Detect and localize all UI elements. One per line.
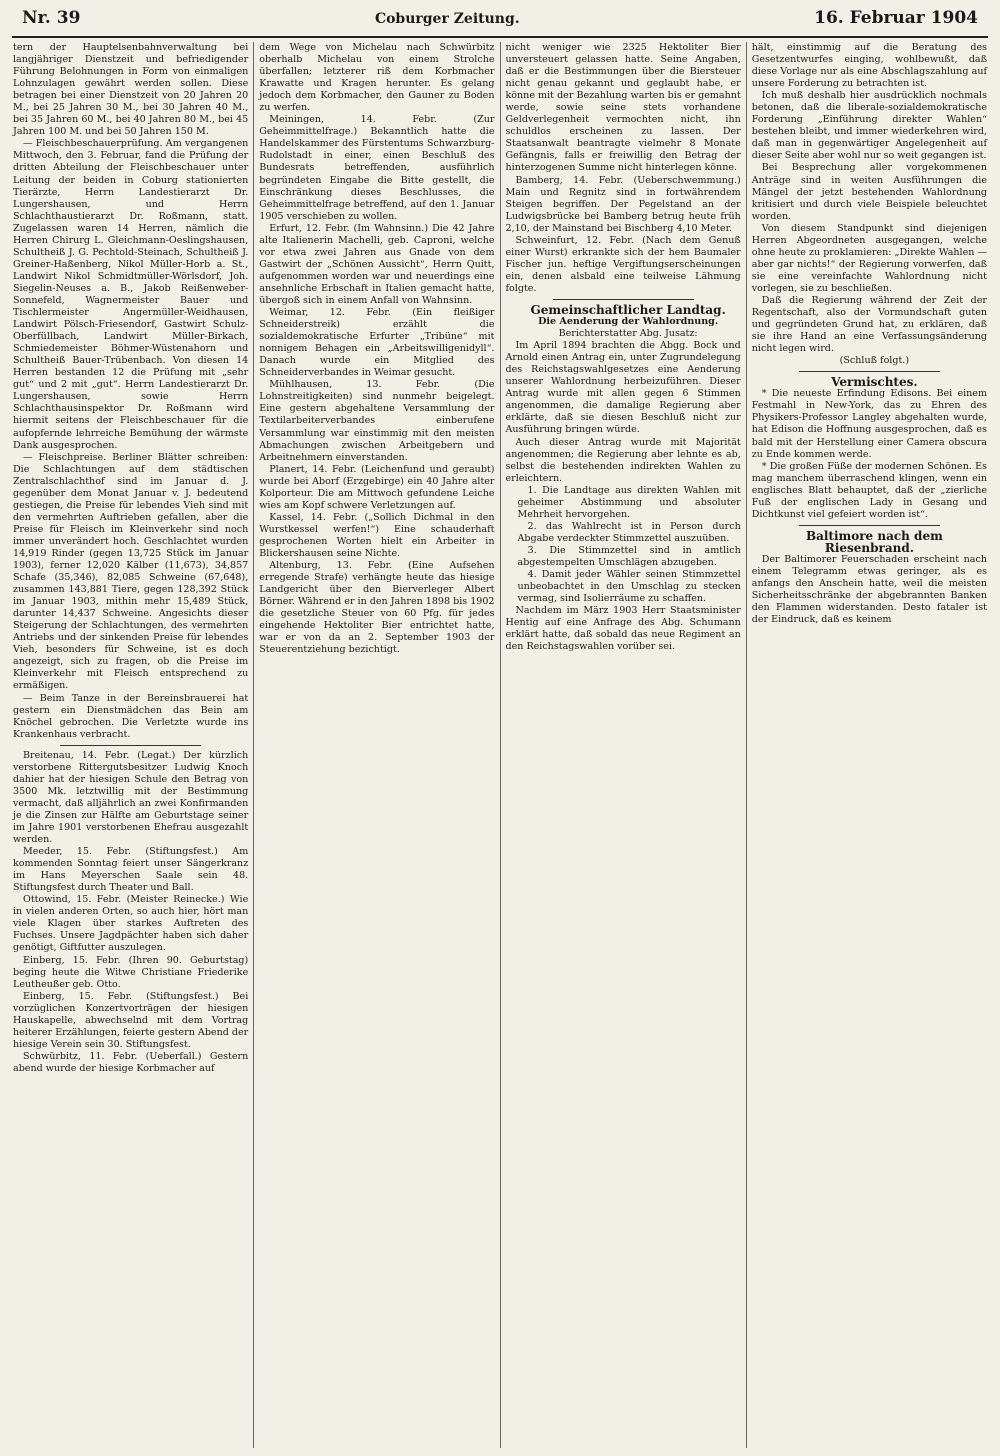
article-paragraph: Altenburg, 13. Febr. (Eine Aufsehen erregende Strafe) verhängte heute das hiesige Landgericht über den Bierverleger Albert Börner. Während er in den Jahren 1898 bis 1902 die gesetzliche Steuer von 60 Pfg. für jedes eingehende Hektoliter Bier entrichtet hatte, war er von da an 2. September 1903 der Steuerentziehung bezichtigt. xyxy=(259,560,495,656)
issue-date: 16. Februar 1904 xyxy=(814,8,978,28)
text-columns xyxy=(8,42,992,1448)
header-rule xyxy=(12,36,988,38)
article-paragraph: Ich muß deshalb hier ausdrücklich nochmals betonen, daß die liberale-sozialdemokratische Forderung „Einführung direkter Wahlen“ bestehen bleibt, und immer wiederkehren wird, daß man in gegenwärtiger Angelegenheit auf dieser Seite aber wohl nur so weit gegangen ist. xyxy=(751,90,987,162)
article-paragraph: Ottowind, 15. Febr. (Meister Reinecke.) Wie in vielen anderen Orten, so auch hier, hört man viele Klagen über starkes Auftreten des Fuchses. Unsere Jagdpächter haben sich daher genötigt, Giftfutter auszulegen. xyxy=(13,894,249,954)
article-paragraph: nicht weniger wie 2325 Hektoliter Bier unversteuert gelassen hatte. Seine Angaben, daß er die Bestimmungen über die Biersteuer nicht genau gekannt und geglaubt habe, er könne mit der Bezahlung warten bis er gemahnt werde, sowie seine stets vorhandene Geldverlegenheit vermochten nicht, ihn schuldlos erscheinen zu lassen. Der Staatsanwalt beantragte vielmehr 8 Monate Gefängnis, falls er freiwillig den Betrag der hinterzogenen Summe nicht hinterlegen könne. xyxy=(505,42,741,174)
separator-rule xyxy=(553,299,694,300)
section-heading-vermischtes: Vermischtes. xyxy=(831,375,918,390)
list-item: 2. das Wahlrecht ist in Person durch Abgabe verdeckter Stimmzettel auszuüben. xyxy=(517,520,741,544)
section-heading-landtag: Gemeinschaftlicher Landtag. xyxy=(530,302,726,317)
list-item: 3. Die Stimmzettel sind in amtlich abgestempelten Umschlägen abzugeben. xyxy=(517,544,741,568)
article-paragraph: Von diesem Standpunkt sind diejenigen Herren Abgeordneten ausgegangen, welche ohne heute zu proklamieren: „Direkte Wahlen — aber gar nichts!“ der Regierung vorwerfen, daß sie eine vereinfachte Wahlordnung nicht vorlegen, sie zu beschließen. xyxy=(751,222,987,294)
article-paragraph: Bamberg, 14. Febr. (Ueberschwemmung.) Main und Regnitz sind in fortwährendem Steigen begriffen. Der Pegelstand an der Ludwigsbrücke bei Bamberg betrug heute früh 2,10, der Mainstand bei Bischberg 4,10 Meter. xyxy=(505,174,741,234)
article-paragraph: Nachdem im März 1903 Herr Staatsminister Hentig auf eine Anfrage des Abg. Schumann erklärt hatte, daß sobald das neue Regiment an den Reichstagswahlen vorüber sei. xyxy=(505,605,741,653)
article-paragraph: Einberg, 15. Febr. (Ihren 90. Geburtstag) beging heute die Witwe Christiane Friederike Leutheußer geb. Otto. xyxy=(13,954,249,990)
article-paragraph: — Fleischbeschauerprüfung. Am vergangenen Mittwoch, den 3. Februar, fand die Prüfung der dritten Abteilung der Fleischbeschauer unter Leitung der beiden in Coburg stationierten Tierärzte, Herrn Landestierarzt Dr. Lungershausen, und Herrn Schlachthaustierarzt Dr. Roßmann, statt. Zugelassen waren 14 Herren, nämlich die Herren Chirurg L. Gleichmann-Oeslingshausen, Schultheiß J. G. Pechtold-Steinach, Schultheiß J. Greiner-Haßenberg, Nikol Müller-Horb a. St., Landwirt Nikol Schmidtmüller-Wörlsdorf, Joh. Siegelin-Neuses a. B., Jakob Reißenweber-Sonnefeld, Wagnermeister Bauer und Tischlermeister Angermüller-Weidhausen, Landwirt Pölsch-Friesendorf, Gastwirt Schulz-Oberfüllbach, Landwirt Müller-Birkach, Schmiedemeister Böhmer-Wüstenahorn und Schultheiß Bauer-Trübenbach. Von diesen 14 Herren bestanden 12 die Prüfung mit „sehr gut“ und 2 mit „gut“. Herrn Landestierarzt Dr. Lungershausen, sowie Herrn Schlachthausinspektor Dr. Roßmann wird hiermit seitens der Fleischbeschauer für die aufopfernde lehrreiche Bemühung der wärmste Dank ausgesprochen. xyxy=(13,138,249,451)
article-paragraph: Schwürbitz, 11. Febr. (Ueberfall.) Gestern abend wurde der hiesige Korbmacher auf xyxy=(13,1050,249,1074)
article-paragraph: Auch dieser Antrag wurde mit Majorität angenommen; die Regierung aber lehnte es ab, selbst die bestehenden indirekten Wahlen zu erleichtern. xyxy=(505,436,741,484)
article-heading: Die Aenderung der Wahlordnung. xyxy=(538,316,719,328)
article-paragraph: Daß die Regierung während der Zeit der Regentschaft, also der Vormundschaft guten und gegründeten Grund hat, zu erklären, daß sie ihre Hand an eine Verfassungsänderung nicht legen wird. xyxy=(751,294,987,355)
article-paragraph: Breitenau, 14. Febr. (Legat.) Der kürzlich verstorbene Rittergutsbesitzer Ludwig Knoch dahier hat der hiesigen Schule den Betrag von 3500 Mk. letztwillig mit der Bestimmung vermacht, daß alljährlich an zwei Konfirmanden je die Zinsen zur Hälfte am Geburtstage seiner im Jahre 1901 verstorbenen Ehefrau ausgezahlt werden. xyxy=(13,749,249,846)
column-4 xyxy=(747,42,992,1448)
article-paragraph: Einberg, 15. Febr. (Stiftungsfest.) Bei vorzüglichen Konzertvorträgen der hiesigen Hauskapelle, abwechselnd mit dem Vortrag heiterer Erzählungen, feierte gestern Abend der hiesige Verein sein 30. Stiftungsfest. xyxy=(13,990,249,1050)
list-item: 4. Damit jeder Wähler seinen Stimmzettel unbeobachtet in den Umschlag zu stecken vermag, sind Isolierräume zu schaffen. xyxy=(517,569,741,605)
article-paragraph: Kassel, 14. Febr. („Sollich Dichmal in den Wurstkessel werfen!“) Eine schauderhaft gesprochenen Worten hielt ein Arbeiter in Blickershausen seine Nichte. xyxy=(259,511,495,559)
article-paragraph: * Die neueste Erfindung Edisons. Bei einem Festmahl in New-York, das zu Ehren des Physikers-Professor Langley abgehalten wurde, hat Edison die Hoffnung ausgesprochen, daß es bald mit der Herstellung einer Camera obscura zu Ende kommen werde. xyxy=(751,388,987,460)
article-paragraph: hält, einstimmig auf die Beratung des Gesetzentwurfes einging, wohlbewußt, daß diese Vorlage nur als eine Abschlagszahlung auf unsere Forderung zu betrachten ist. xyxy=(751,42,987,90)
article-paragraph: — Beim Tanze in der Bereinsbrauerei hat gestern ein Dienstmädchen das Bein am Knöchel gebrochen. Die Verletzte wurde ins Krankenhaus verbracht. xyxy=(13,692,249,740)
article-paragraph: dem Wege von Michelau nach Schwürbitz oberhalb Michelau von einem Strolche überfallen; letzterer riß dem Korbmacher Krawatte und Kragen herunter. Es gelang jedoch dem Korbmacher, den Gauner zu Boden zu werfen. xyxy=(259,42,495,114)
column-1 xyxy=(8,42,254,1448)
article-paragraph: Planert, 14. Febr. (Leichenfund und geraubt) wurde bei Aborf (Erzgebirge) ein 40 Jahre alter Kolporteur. Die am Mittwoch gefundene Leiche wies am Kopf schwere Verletzungen auf. xyxy=(259,463,495,511)
section-heading-baltimore: Baltimore nach dem Riesenbrand. xyxy=(805,528,943,555)
issue-number: Nr. 39 xyxy=(22,8,81,28)
separator-rule xyxy=(60,745,201,746)
newspaper-title: Coburger Zeitung. xyxy=(374,11,520,27)
article-paragraph: Der Baltimorer Feuerschaden erscheint nach einem Telegramm etwas geringer, als es anfangs den Anschein hatte, weil die meisten Sicherheitsschränke der abgebrannten Banken den Flammen widerstanden. Desto fataler ist der Eindruck, daß es keinem xyxy=(751,553,987,626)
masthead xyxy=(8,6,992,36)
article-paragraph: Meeder, 15. Febr. (Stiftungsfest.) Am kommenden Sonntag feiert unser Sängerkranz im Hans Meyerschen Saale sein 48. Stiftungsfest durch Theater und Ball. xyxy=(13,846,249,894)
column-2 xyxy=(254,42,500,1448)
article-paragraph: Schweinfurt, 12. Febr. (Nach dem Genuß einer Wurst) erkrankte sich der hem Baumaler Fischer jun. heftige Vergiftungserscheinungen ein, denen alsbald eine teilweise Lähmung folgte. xyxy=(505,234,741,294)
article-paragraph: Weimar, 12. Febr. (Ein fleißiger Schneiderstreik) erzählt die sozialdemokratische Erfurter „Tribüne“ mit nonnigem Behagen ein „Arbeitswilligenidyll“. Danach wurde ein Mitglied des Schneiderverbandes in Weimar gesucht. xyxy=(259,307,495,379)
article-paragraph: Erfurt, 12. Febr. (Im Wahnsinn.) Die 42 Jahre alte Italienerin Machelli, geb. Caproni, welche vor etwa zwei Jahren aus Gnade von dem Gastwirt der „Schönen Aussicht“, Herrn Quitt, aufgenommen worden war und neuerdings eine ansehnliche Erbschaft in Italien gemacht hatte, übergoß sich in einem Anfall von Wahnsinn. xyxy=(259,222,495,306)
article-paragraph: Mühlhausen, 13. Febr. (Die Lohnstreitigkeiten) sind nunmehr beigelegt. Eine gestern abgehaltene Versammlung der Textilarbeiterverbandes einberufene Versammlung war einstimmig mit den meisten Abmachungen zwischen Arbeitgebern und Arbeitnehmern einverstanden. xyxy=(259,379,495,463)
article-paragraph: — Fleischpreise. Berliner Blätter schreiben: Die Schlachtungen auf dem städtischen Zentralschlachthof sind im Januar d. J. gegenüber dem Monat Januar v. J. bedeutend gestiegen, die Preise für lebendes Vieh sind mit den vermehrten Auftrieben gefallen, aber die Preise für Fleisch im Kleinverkehr sind noch immer unverändert hoch. Geschlachtet wurden 14,919 Rinder (gegen 13,725 Stück im Januar 1903), ferner 12,020 Kälber (11,673), 34,857 Schafe (35,346), 82,085 Schweine (67,648), zusammen 143,881 Tiere, gegen 128,392 Stück im Januar 1903, mithin mehr 15,489 Stück, darunter 14,437 Schweine. Angesichts dieser Steigerung der Schlachtungen, des vermehrten Antriebs und der sinkenden Preise für lebendes Vieh, besonders für Schweine, ist es doch angezeigt, sich zu fragen, ob die Preise im Kleinverkehr mit Fleisch entsprechend zu ermäßigen. xyxy=(13,451,249,692)
reporter-line: Berichterstatter Abg. Jusatz: xyxy=(558,328,698,340)
to-be-continued: (Schluß folgt.) xyxy=(839,355,910,367)
article-paragraph: tern der Hauptelsenbahnverwaltung bei langjähriger Dienstzeit und befriedigender Führung Belohnungen in Form von einmaligen Lohnzulagen gewährt werden sollen. Diese betragen bei einer Dienstzeit von 20 Jahren 20 M., bei 25 Jahren 30 M., bei 30 Jahren 40 M., bei 35 Jahren 60 M., bei 40 Jahren 80 M., bei 45 Jahren 100 M. und bei 50 Jahren 150 M. xyxy=(13,42,249,138)
separator-rule xyxy=(799,371,940,372)
article-paragraph: Bei Besprechung aller vorgekommenen Anträge sind in weiten Ausführungen die Mängel der jetzt bestehenden Wahlordnung kritisiert und durch viele Beispiele beleuchtet worden. xyxy=(751,162,987,222)
article-paragraph: * Die großen Füße der modernen Schönen. Es mag manchem überraschend klingen, wenn ein englisches Blatt behauptet, daß der „zierliche Fuß der englischen Lady in Gesang und Dichtkunst viel gefeiert worden ist“. xyxy=(751,460,987,520)
article-paragraph: Meiningen, 14. Febr. (Zur Geheimmittelfrage.) Bekanntlich hatte die Handelskammer des Fürstentums Schwarzburg-Rudolstadt in einer, einen Beschluß des Bundesrats betreffenden, ausführlich begründeten Eingabe die Bitte gestellt, die Einschränkung dieses Beschlusses, die Geheimmittelfrage betreffend, auf den 1. Januar 1905 verschieben zu wollen. xyxy=(259,114,495,222)
article-paragraph: Im April 1894 brachten die Abgg. Bock und Arnold einen Antrag ein, unter Zugrundelegung des Reichstagswahlgesetzes eine Aenderung unserer Wahlordnung herbeizuführen. Dieser Antrag wurde mit allen gegen 6 Stimmen angenommen, die damalige Regierung aber erklärte, daß sie diesen Beschluß nicht zur Ausführung bringen würde. xyxy=(505,340,741,436)
list-item: 1. Die Landtage aus direkten Wahlen mit geheimer Abstimmung und absoluter Mehrheit hervorgehen. xyxy=(517,484,741,520)
column-3 xyxy=(501,42,747,1448)
separator-rule xyxy=(799,525,940,526)
